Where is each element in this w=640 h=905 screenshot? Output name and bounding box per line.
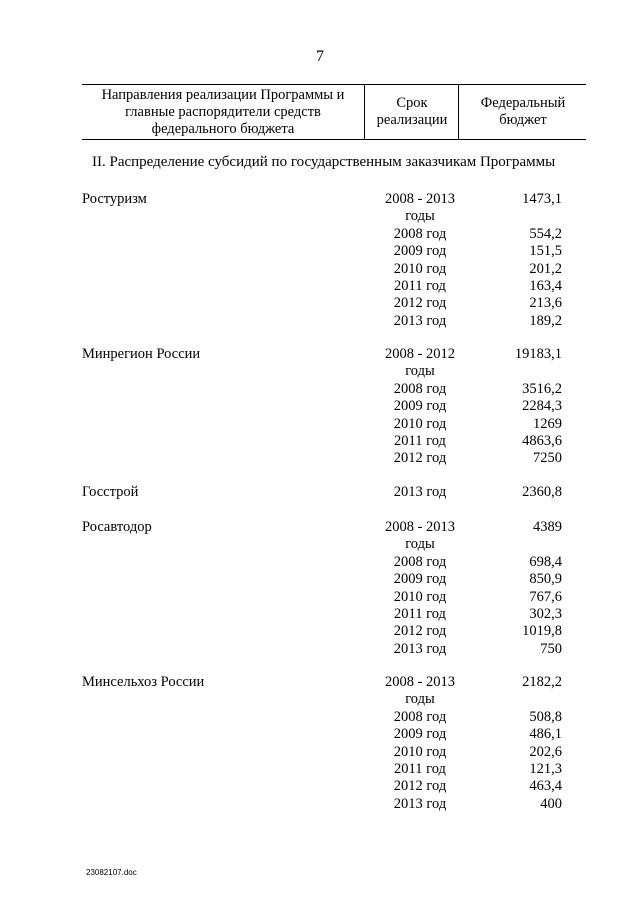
amount-column [470,674,562,813]
header-budget-cell [458,85,587,139]
header-period-cell [364,85,459,139]
amount-cell: 201,2 [529,260,562,277]
amount-cell [470,536,562,553]
period-cell: 2008 год [393,553,447,570]
header-directions-cell [82,85,364,139]
period-cell: 2013 год [393,795,447,812]
period-cell: 2013 год [393,640,447,657]
amount-cell: 508,8 [529,708,562,725]
period-cell: 2013 год [393,312,447,329]
table-header [82,84,586,140]
period-cell: годы [405,536,435,553]
amount-cell [470,208,562,225]
amount-cell: 2360,8 [522,484,562,500]
header-directions: Направления реализации Программы и главные распорядители средств федерального бюджета [101,86,345,137]
period-cell: 2008 год [393,225,447,242]
period-cell: 2009 год [393,726,447,743]
period-column [370,191,470,330]
agency-name: Минрегион России [82,346,201,362]
amount-column [470,346,562,468]
amount-cell: 4863,6 [522,432,562,449]
period-cell: 2008 - 2013 [384,519,456,535]
amount-cell [470,363,562,380]
amount-cell: 213,6 [529,295,562,312]
amount-cell: 1473,1 [522,191,562,207]
period-cell: 2008 год [393,380,447,397]
period-cell: 2010 год [393,743,447,760]
period-cell: 2011 год [394,760,446,777]
amount-cell: 3516,2 [522,380,562,397]
amount-cell: 698,4 [529,553,562,570]
period-cell: 2009 год [393,243,447,260]
period-cell: 2010 год [393,415,447,432]
file-name: 23082107.doc [86,868,137,877]
period-cell: 2008 - 2013 [384,191,456,207]
header-federal-budget: Федеральный бюджет [480,95,566,128]
amount-cell: 202,6 [529,743,562,760]
period-cell: 2012 год [393,623,447,640]
period-cell: 2010 год [393,588,447,605]
header-period: Срок реализации [376,95,448,128]
amount-cell: 1019,8 [522,623,562,640]
period-column [370,519,470,658]
amount-cell: 554,2 [529,225,562,242]
period-cell: 2012 год [393,778,447,795]
amount-cell [470,691,562,708]
period-cell: 2012 год [393,450,447,467]
amount-cell: 121,3 [529,760,562,777]
period-cell: 2008 год [393,708,447,725]
period-cell: 2011 год [394,432,446,449]
period-cell: 2011 год [394,605,446,622]
amount-cell: 7250 [533,450,562,467]
amount-cell: 4389 [533,519,562,535]
agency-name: Минсельхоз России [82,674,205,690]
period-cell: 2008 - 2013 [384,674,456,690]
amount-cell: 2182,2 [522,674,562,690]
amount-cell: 767,6 [529,588,562,605]
period-column [370,674,470,813]
amount-cell: 400 [540,795,562,812]
agency-name: Госстрой [82,484,139,500]
amount-cell: 463,4 [529,778,562,795]
agency-name: Росавтодор [82,519,152,535]
amount-column [470,519,562,658]
amount-column [470,484,562,501]
amount-cell: 2284,3 [522,398,562,415]
period-cell: 2013 год [393,484,447,500]
amount-cell: 189,2 [529,312,562,329]
period-cell: 2010 год [393,260,447,277]
period-cell: годы [405,208,435,225]
amount-cell: 302,3 [529,605,562,622]
period-cell: 2012 год [393,295,447,312]
period-column [370,346,470,468]
amount-cell: 19183,1 [514,346,562,362]
period-cell: 2009 год [393,571,447,588]
period-cell: 2008 - 2012 [384,346,456,362]
agency-name: Ростуризм [82,191,147,207]
amount-column [470,191,562,330]
section-title: II. Распределение субсидий по государственным заказчикам Программы [92,154,556,170]
period-cell: 2011 год [394,277,446,294]
page-number: 7 [316,48,324,65]
period-column [370,484,470,501]
amount-cell: 1269 [533,415,562,432]
amount-cell: 750 [540,640,562,657]
amount-cell: 151,5 [529,243,562,260]
amount-cell: 163,4 [529,277,562,294]
period-cell: годы [405,363,435,380]
amount-cell: 850,9 [529,571,562,588]
period-cell: годы [405,691,435,708]
amount-cell: 486,1 [529,726,562,743]
period-cell: 2009 год [393,398,447,415]
